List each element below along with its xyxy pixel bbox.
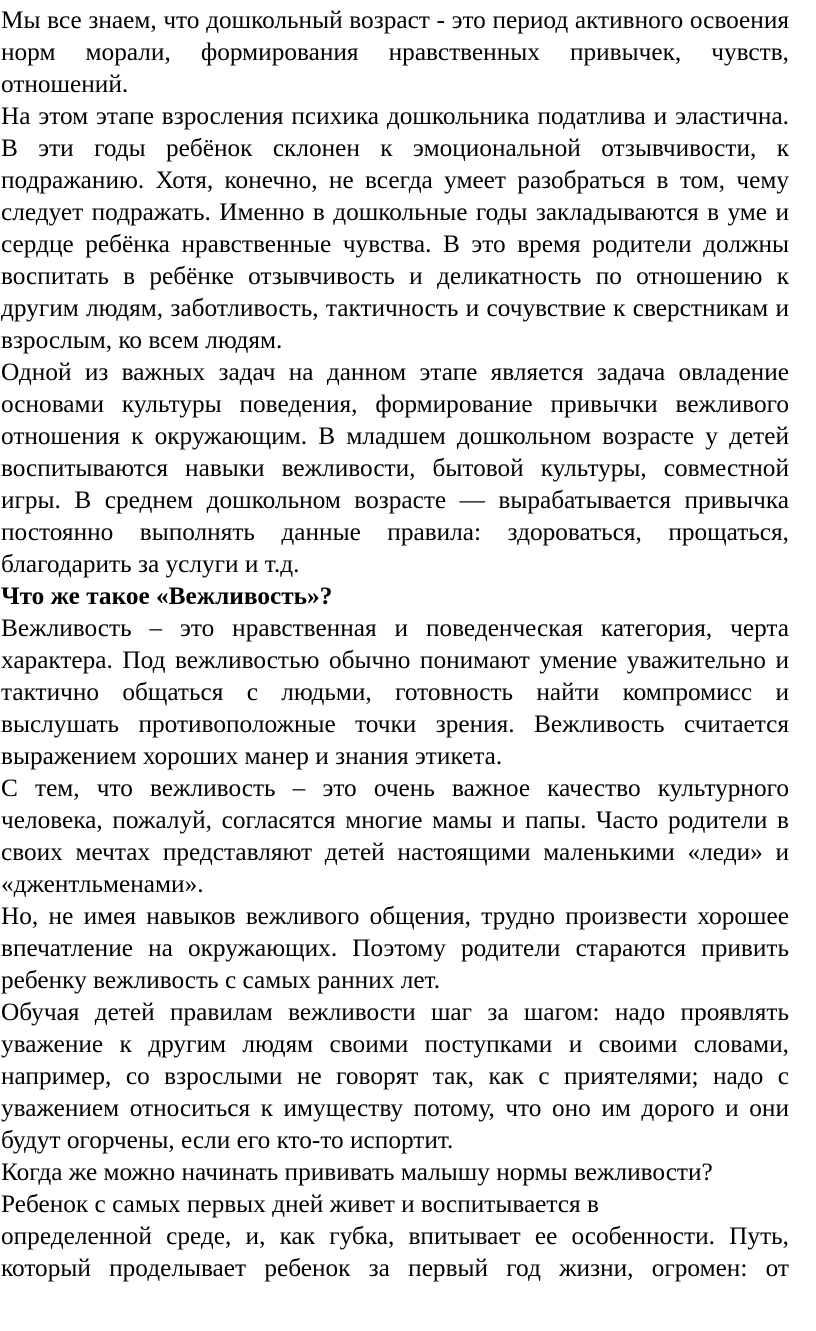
- paragraph-first-days: Ребенок с самых первых дней живет и воспитывается в: [1, 1190, 599, 1218]
- section-heading: Что же такое «Вежливость»?: [1, 582, 333, 610]
- paragraph-politeness-definition: Вежливость – это нравственная и поведенческая категория, черта характера. Под вежливостью обычно понимают умение уважительно и тактично общаться с людьми, готовность найти компромисс и выслушать противоположные точки зрения. Вежливость считается выражением хороших манер и знания этикета.: [1, 614, 789, 770]
- paragraph-behavior-culture: Одной из важных задач на данном этапе является задача овладение основами культуры поведения, формирование привычки вежливого отношения к окружающим. В младшем дошкольном возрасте у детей воспитываются навыки вежливости, бытовой культуры, совместной игры. В среднем дошкольном возрасте — вырабатывается привычка постоянно выполнять данные правила: здороваться, прощаться, благодарить за услуги и т.д.: [1, 358, 789, 578]
- paragraph-teaching-rules: Обучая детей правилам вежливости шаг за шагом: надо проявлять уважение к другим людям своими поступками и своими словами, например, со взрослыми не говорят так, как с приятелями; надо с уважением относиться к имуществу потому, что оно им дорого и они будут огорчены, если его кто-то испортит.: [1, 998, 789, 1154]
- paragraph-preschool-psyche: На этом этапе взросления психика дошкольника податлива и эластична. В эти годы ребёнок склонен к эмоциональной отзывчивости, к подражанию. Хотя, конечно, не всегда умеет разобраться в том, чему следует подражать. Именно в дошкольные годы закладываются в уме и сердце ребёнка нравственные чувства. В это время родители должны воспитать в ребёнке отзывчивость и деликатность по отношению к другим людям, заботливость, тактичность и сочувствие к сверстникам и взрослым, ко всем людям.: [1, 102, 789, 354]
- paragraph-intro: Мы все знаем, что дошкольный возраст - это период активного освоения норм морали, формирования нравственных привычек, чувств, отношений.: [1, 6, 789, 98]
- paragraph-environment: определенной среде, и, как губка, впитывает ее особенности. Путь, который проделывает ребенок за первый год жизни, огромен: от: [1, 1222, 789, 1282]
- paragraph-question: Когда же можно начинать прививать малышу нормы вежливости?: [1, 1158, 713, 1186]
- paragraph-impression: Но, не имея навыков вежливого общения, трудно произвести хорошее впечатление на окружающих. Поэтому родители стараются привить ребенку вежливость с самых ранних лет.: [1, 902, 789, 994]
- paragraph-parents-agree: С тем, что вежливость – это очень важное качество культурного человека, пожалуй, согласятся многие мамы и папы. Часто родители в своих мечтах представляют детей настоящими маленькими «леди» и «джентльменами».: [1, 774, 789, 898]
